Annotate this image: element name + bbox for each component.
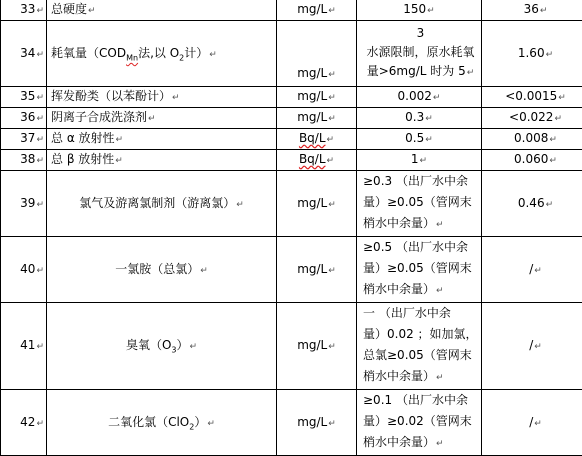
indicator-name: 耗氧量（$COD_{Mn}$法,以 $O_2$计）↵ (47, 21, 277, 87)
indicator-name: 一氯胺（总氯）↵ (47, 237, 277, 303)
row-number: 37↵ (1, 129, 47, 150)
measured-value: <0.0015↵ (482, 87, 582, 108)
indicator-name: 挥发酚类（以苯酚计）↵ (47, 87, 277, 108)
table-row (1, 0, 582, 21)
measured-value: 0.008↵ (482, 129, 582, 150)
unit-cell: mg/L↵ (277, 108, 357, 129)
unit-cell: mg/L↵ (277, 0, 357, 21)
table-row (1, 171, 582, 237)
unit-cell: mg/L↵ (277, 87, 357, 108)
table-row (1, 129, 582, 150)
limit-cell: 一 （出厂水中余 量）0.02 ；如加氯， 总氯≥0.05（管网末 梢水中余量）↵ (357, 303, 482, 390)
row-number: 33↵ (1, 0, 47, 21)
measured-value: 36↵ (482, 0, 582, 21)
unit-cell: mg/L↵ (277, 237, 357, 303)
unit-cell: Bq/L↵ (277, 129, 357, 150)
indicator-name: 臭氧$(O_3)↵$ (47, 303, 277, 390)
unit-cell: mg/L↵ (277, 21, 357, 87)
limit-cell: ≥0.1 （出厂水中余 量）≥0.02（管网末 梢水中余量）↵ (357, 390, 482, 456)
row-number: 38↵ (1, 150, 47, 171)
limit-cell: 1↵ (357, 150, 482, 171)
limit-cell: 3 水源限制，原水耗氧 量>6mg/L 时为 5↵ (357, 21, 482, 87)
measured-value: 1.60↵ (482, 21, 582, 87)
measured-value: <0.022↵ (482, 108, 582, 129)
measured-value: /↵ (482, 303, 582, 390)
measured-value: /↵ (482, 390, 582, 456)
row-number: 40↵ (1, 237, 47, 303)
unit-cell: Bq/L↵ (277, 150, 357, 171)
row-number: 35↵ (1, 87, 47, 108)
row-number: 34↵ (1, 21, 47, 87)
table-row (1, 303, 582, 390)
measured-value: /↵ (482, 237, 582, 303)
indicator-name: 阴离子合成洗涤剂↵ (47, 108, 277, 129)
limit-cell: 0.5↵ (357, 129, 482, 150)
measured-value: 0.060↵ (482, 150, 582, 171)
indicator-name: 总 α 放射性↵ (47, 129, 277, 150)
unit-cell: mg/L↵ (277, 390, 357, 456)
table-row (1, 150, 582, 171)
table-row (1, 108, 582, 129)
limit-cell: 150↵ (357, 0, 482, 21)
limit-cell: 0.002↵ (357, 87, 482, 108)
row-number: 41↵ (1, 303, 47, 390)
unit-cell: mg/L↵ (277, 171, 357, 237)
table-row (1, 87, 582, 108)
indicator-name: 总 β 放射性↵ (47, 150, 277, 171)
row-number: 39↵ (1, 171, 47, 237)
unit-cell: mg/L↵ (277, 303, 357, 390)
limit-cell: ≥0.3 （出厂水中余 量）≥0.05（管网末 梢水中余量）↵ (357, 171, 482, 237)
indicator-name: 氯气及游离氯制剂（游离氯）↵ (47, 171, 277, 237)
table-row (1, 21, 582, 87)
indicator-name: 总硬度↵ (47, 0, 277, 21)
indicator-name: 二氧化氯（ClO$_2$）↵ (47, 390, 277, 456)
table-row (1, 237, 582, 303)
row-number: 36↵ (1, 108, 47, 129)
limit-cell: 0.3↵ (357, 108, 482, 129)
table-row (1, 390, 582, 456)
row-number: 42↵ (1, 390, 47, 456)
measured-value: 0.46↵ (482, 171, 582, 237)
limit-cell: ≥0.5 （出厂水中余 量）≥0.05（管网末 梢水中余量）↵ (357, 237, 482, 303)
